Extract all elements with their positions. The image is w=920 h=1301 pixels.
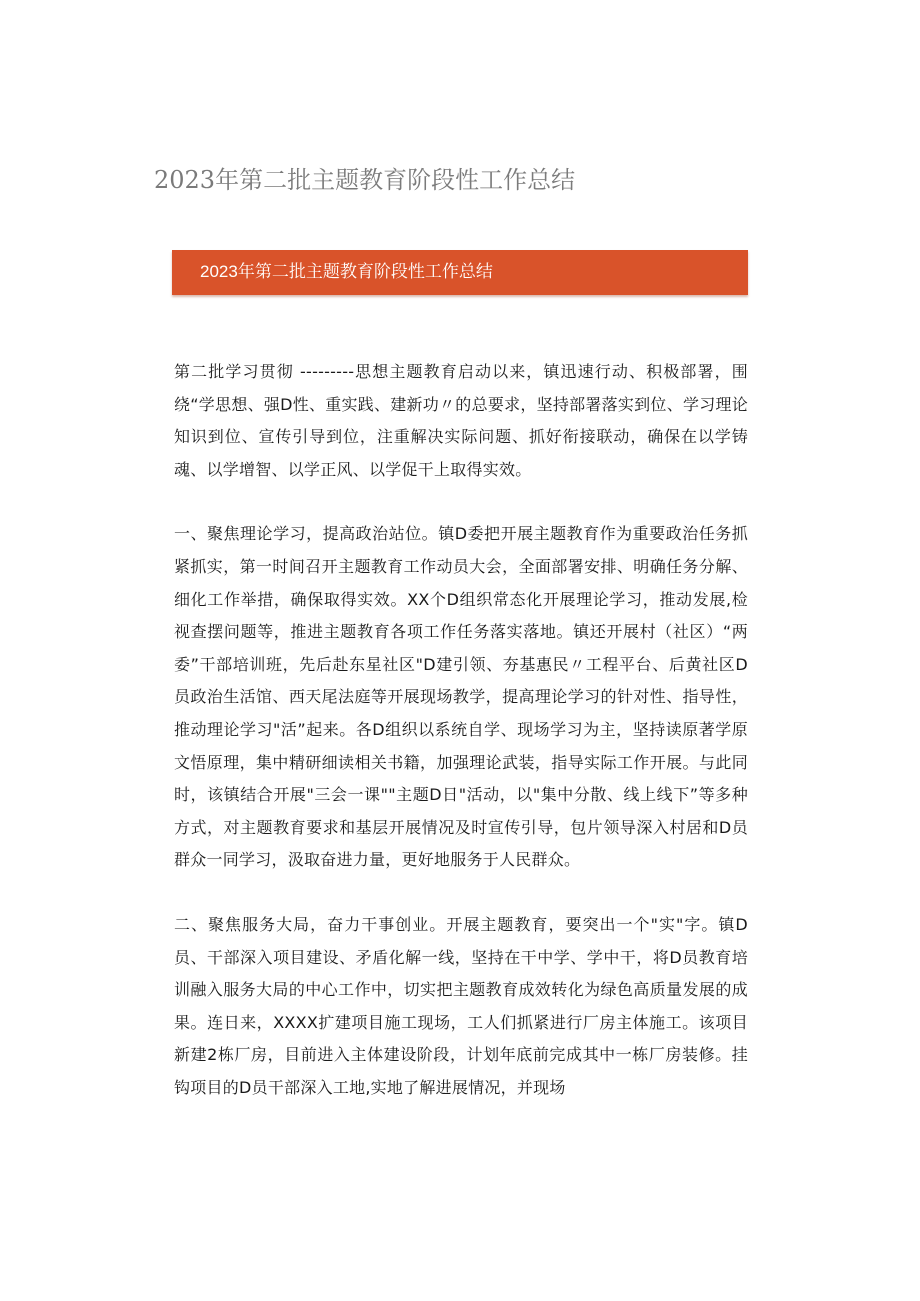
document-body <box>174 356 748 1136</box>
paragraph-intro: 第二批学习贯彻 ---------思想主题教育启动以来，镇迅速行动、积极部署，围绕“学思想、强D性、重实践、建新功〃的总要求，坚持部署落实到位、学习理论知识到位、宣传引导到位，注重解决实际问题、抓好衔接联动，确保在以学铸魂、以学增智、以学正风、以学促干上取得实效。 <box>174 362 748 479</box>
banner-title: 2023年第二批主题教育阶段性工作总结 <box>200 262 493 281</box>
paragraph-theory-study: 一、聚焦理论学习，提高政治站位。镇D委把开展主题教育作为重要政治任务抓紧抓实，第一时间召开主题教育工作动员大会，全面部署安排、明确任务分解、细化工作举措，确保取得实效。XX个D组织常态化开展理论学习，推动发展,检视查摆问题等，推进主题教育各项工作任务落实落地。镇还开展村（社区）“两委”干部培训班，先后赴东星社区"D建引领、夯基惠民〃工程平台、后黄社区D员政治生活馆、西天尾法庭等开展现场教学，提高理论学习的针对性、指导性，推动理论学习"活”起来。各D组织以系统自学、现场学习为主，坚持读原著学原文悟原理，集中精研细读相关书籍，加强理论武装，指导实际工作开展。与此同时，该镇结合开展"三会一课""主题D日"活动，以"集中分散、线上线下”等多种方式，对主题教育要求和基层开展情况及时宣传引导，包片领导深入村居和D员群众一同学习，汲取奋进力量，更好地服务于人民群众。 <box>174 524 748 870</box>
title-banner <box>172 250 748 295</box>
document-title: 2023年第二批主题教育阶段性工作总结 <box>154 166 576 194</box>
paragraph-serve-overall: 二、聚焦服务大局，奋力干事创业。开展主题教育，要突出一个"实"字。镇D员、干部深入项目建设、矛盾化解一线，坚持在干中学、学中干，将D员教育培训融入服务大局的中心工作中，切实把主题教育成效转化为绿色高质量发展的成果。连日来，XXXX扩建项目施工现场，工人们抓紧进行厂房主体施工。该项目新建2栋厂房，目前进入主体建设阶段，计划年底前完成其中一栋厂房装修。挂钩项目的D员干部深入工地,实地了解进展情况，并现场 <box>174 914 748 1097</box>
